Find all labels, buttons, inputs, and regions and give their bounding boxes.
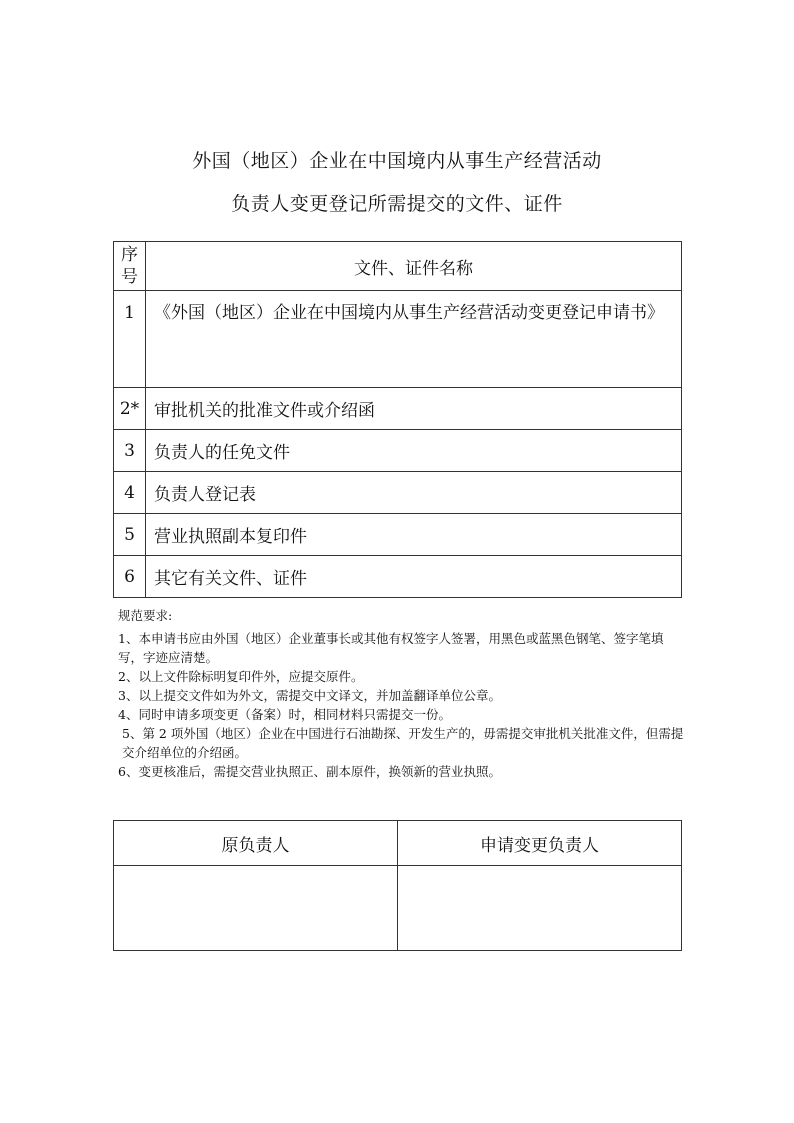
- header-serial-char2: 号: [121, 267, 138, 287]
- document-title-line2: 负责人变更登记所需提交的文件、证件: [231, 193, 563, 215]
- signature-header-row: [114, 821, 682, 866]
- table-row: [114, 388, 682, 430]
- note-item: 2、以上文件除标明复印件外，应提交原件。: [118, 669, 364, 684]
- row-number: 1: [114, 291, 146, 388]
- row-document-name: 其它有关文件、证件: [146, 556, 682, 598]
- header-document-name: 文件、证件名称: [146, 242, 682, 291]
- note-item: 1、本申请书应由外国（地区）企业董事长或其他有权签字人签署，用黑色或蓝黑色钢笔、签字笔填写，字迹应清楚。: [118, 631, 664, 665]
- header-serial-char1: 序: [121, 245, 138, 265]
- header-serial-number: [114, 242, 146, 291]
- row-number: 6: [114, 556, 146, 598]
- row-document-name: 审批机关的批准文件或介绍函: [146, 388, 682, 430]
- signature-table: [113, 820, 682, 951]
- row-document-name: 营业执照副本复印件: [146, 514, 682, 556]
- new-person-signature-cell[interactable]: [398, 866, 682, 951]
- row-number: 5: [114, 514, 146, 556]
- note-item: 6、变更核准后，需提交营业执照正、副本原件，换领新的营业执照。: [118, 764, 501, 779]
- signature-body-row: [114, 866, 682, 951]
- table-header-row: [114, 242, 682, 291]
- new-person-header: 申请变更负责人: [398, 821, 682, 866]
- table-row: [114, 430, 682, 472]
- requirements-notes: [118, 606, 684, 781]
- row-number: 3: [114, 430, 146, 472]
- row-number: 4: [114, 472, 146, 514]
- table-row: [114, 556, 682, 598]
- table-row: [114, 472, 682, 514]
- table-row: [114, 291, 682, 388]
- required-documents-table: [113, 241, 682, 598]
- notes-heading: 规范要求:: [118, 608, 173, 623]
- table-row: [114, 514, 682, 556]
- row-number: 2*: [114, 388, 146, 430]
- document-title-line1: 外国（地区）企业在中国境内从事生产经营活动: [192, 150, 602, 172]
- note-item: 3、以上提交文件如为外文，需提交中文译文，并加盖翻译单位公章。: [118, 688, 501, 703]
- row-document-name: 负责人的任免文件: [146, 430, 682, 472]
- row-document-name: 负责人登记表: [146, 472, 682, 514]
- original-person-signature-cell[interactable]: [114, 866, 398, 951]
- note-item: 4、同时申请多项变更（备案）时，相同材料只需提交一份。: [118, 707, 451, 722]
- original-person-header: 原负责人: [114, 821, 398, 866]
- note-item: 5、第 2 项外国（地区）企业在中国进行石油勘探、开发生产的，毋需提交审批机关批准文件，但需提交介绍单位的介绍函。: [122, 726, 684, 760]
- row-document-name: 《外国（地区）企业在中国境内从事生产经营活动变更登记申请书》: [146, 291, 682, 388]
